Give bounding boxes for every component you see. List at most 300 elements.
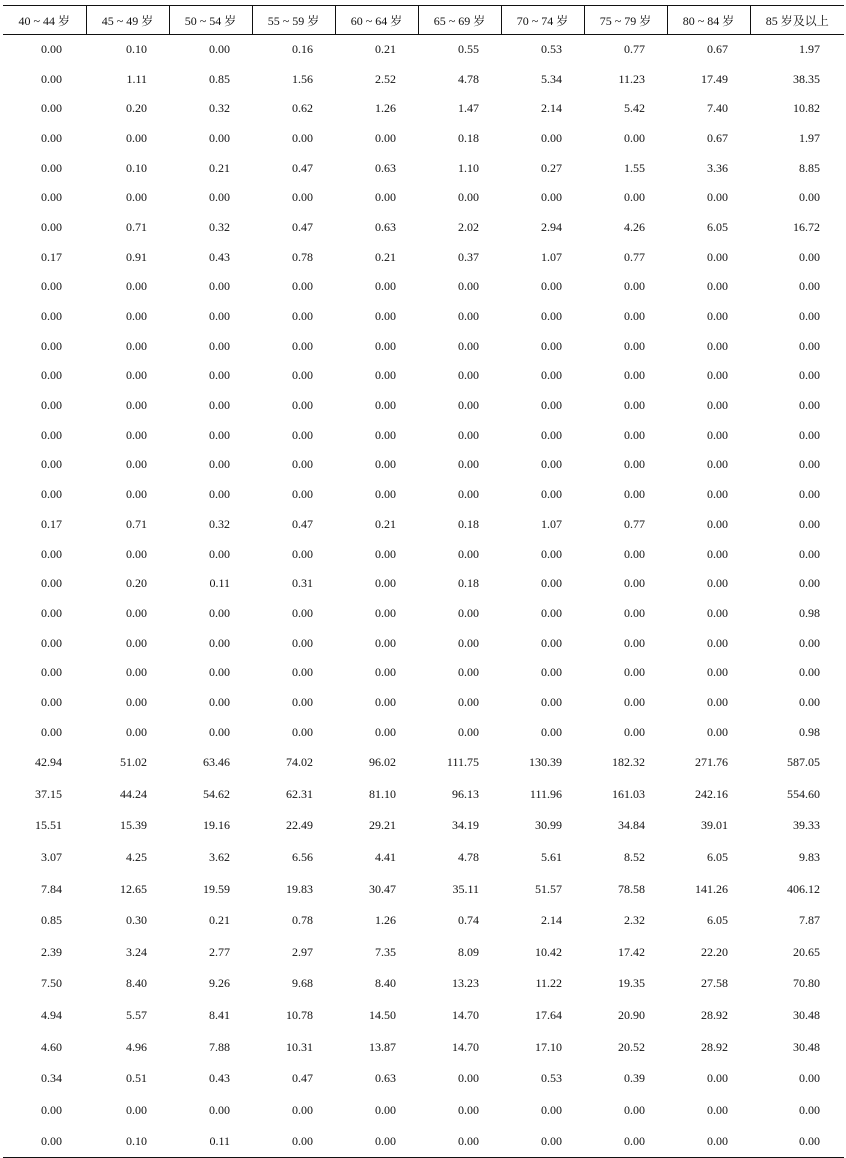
table-cell: 19.35 — [618, 976, 645, 991]
table-cell: 0.00 — [624, 338, 645, 353]
table-cell: 0.00 — [209, 1102, 230, 1117]
table-cell: 0.00 — [458, 665, 479, 680]
table-cell: 0.00 — [292, 130, 313, 145]
table-cell: 0.00 — [707, 457, 728, 472]
table-cell: 2.14 — [541, 101, 562, 116]
table-cell: 0.00 — [292, 457, 313, 472]
table-cell: 14.50 — [369, 1008, 396, 1023]
table-cell: 7.35 — [375, 944, 396, 959]
table-cell: 0.47 — [292, 219, 313, 234]
table-cell: 0.00 — [292, 309, 313, 324]
table-cell: 0.00 — [624, 1102, 645, 1117]
table-cell: 2.77 — [209, 944, 230, 959]
table-cell: 0.00 — [624, 605, 645, 620]
table-cell: 1.97 — [799, 130, 820, 145]
table-cell: 0.00 — [707, 487, 728, 502]
table-row — [3, 747, 844, 779]
table-cell: 0.00 — [209, 605, 230, 620]
table-cell: 0.00 — [458, 546, 479, 561]
table-cell: 0.00 — [707, 427, 728, 442]
table-cell: 0.00 — [541, 338, 562, 353]
table-cell: 0.67 — [707, 130, 728, 145]
table-cell: 0.63 — [375, 219, 396, 234]
table-cell: 0.11 — [169, 1126, 252, 1158]
table-cell: 111.96 — [529, 786, 562, 801]
table-cell: 554.60 — [787, 786, 820, 801]
table-cell: 0.78 — [292, 249, 313, 264]
table-cell: 0.00 — [624, 190, 645, 205]
table-cell: 242.16 — [695, 786, 728, 801]
table-cell: 0.18 — [458, 516, 479, 531]
table-cell: 0.00 — [292, 724, 313, 739]
table-cell: 2.02 — [458, 219, 479, 234]
table-cell: 0.21 — [375, 516, 396, 531]
table-cell: 0.17 — [41, 516, 62, 531]
table-cell: 0.00 — [458, 1071, 479, 1086]
table-cell: 0.00 — [707, 665, 728, 680]
table-cell: 0.00 — [799, 576, 820, 591]
table-cell: 20.52 — [618, 1039, 645, 1054]
table-cell: 0.00 — [41, 368, 62, 383]
table-cell: 0.00 — [41, 694, 62, 709]
table-cell: 2.14 — [541, 913, 562, 928]
table-cell: 0.00 — [624, 635, 645, 650]
table-cell: 0.00 — [252, 1126, 335, 1158]
table-cell: 0.00 — [41, 219, 62, 234]
table-cell: 7.87 — [799, 913, 820, 928]
table-cell: 6.05 — [707, 219, 728, 234]
table-cell: 7.50 — [41, 976, 62, 991]
table-cell: 20.65 — [793, 944, 820, 959]
table-cell: 0.00 — [126, 635, 147, 650]
table-cell: 0.00 — [41, 398, 62, 413]
table-cell: 0.00 — [799, 398, 820, 413]
table-cell: 1.10 — [458, 160, 479, 175]
table-cell: 0.10 — [126, 160, 147, 175]
table-cell: 0.00 — [707, 338, 728, 353]
table-cell: 0.00 — [41, 279, 62, 294]
table-cell: 4.94 — [41, 1008, 62, 1023]
table-cell: 0.00 — [667, 1126, 750, 1158]
table-cell: 0.37 — [458, 249, 479, 264]
table-cell: 0.00 — [209, 457, 230, 472]
table-cell: 0.00 — [292, 279, 313, 294]
table-cell: 0.00 — [541, 398, 562, 413]
table-row — [3, 272, 844, 302]
table-cell: 0.00 — [41, 42, 62, 57]
table-cell: 96.02 — [369, 755, 396, 770]
table-cell: 0.00 — [799, 309, 820, 324]
table-cell: 0.00 — [375, 576, 396, 591]
table-cell: 0.00 — [375, 338, 396, 353]
table-cell: 6.05 — [707, 913, 728, 928]
table-cell: 0.00 — [375, 398, 396, 413]
table-cell: 0.00 — [458, 694, 479, 709]
table-cell: 0.00 — [209, 368, 230, 383]
table-row — [3, 658, 844, 688]
table-cell: 0.00 — [375, 427, 396, 442]
table-cell: 3.07 — [41, 850, 62, 865]
table-cell: 0.00 — [799, 427, 820, 442]
column-header: 60 ~ 64 岁 — [335, 6, 418, 35]
table-cell: 0.77 — [624, 249, 645, 264]
table-cell: 0.00 — [799, 457, 820, 472]
table-cell: 4.41 — [375, 850, 396, 865]
table-cell: 1.07 — [541, 516, 562, 531]
table-cell: 0.10 — [126, 42, 147, 57]
table-cell: 0.17 — [41, 249, 62, 264]
table-cell: 81.10 — [369, 786, 396, 801]
table-cell: 51.57 — [535, 881, 562, 896]
table-row — [3, 1126, 844, 1158]
table-cell: 0.91 — [126, 249, 147, 264]
table-row — [3, 569, 844, 599]
table-cell: 0.00 — [541, 576, 562, 591]
table-cell: 19.16 — [203, 818, 230, 833]
column-header: 50 ~ 54 岁 — [169, 6, 252, 35]
table-cell: 0.00 — [541, 279, 562, 294]
table-cell: 30.48 — [793, 1039, 820, 1054]
table-cell: 0.00 — [458, 1102, 479, 1117]
table-cell: 0.00 — [624, 694, 645, 709]
table-cell: 2.52 — [375, 71, 396, 86]
table-cell: 7.84 — [41, 881, 62, 896]
table-cell: 0.00 — [707, 398, 728, 413]
table-cell: 17.10 — [535, 1039, 562, 1054]
table-cell: 44.24 — [120, 786, 147, 801]
table-row — [3, 391, 844, 421]
table-row — [3, 937, 844, 969]
table-cell: 0.00 — [624, 279, 645, 294]
table-cell: 0.00 — [584, 1126, 667, 1158]
table-cell: 0.47 — [292, 160, 313, 175]
table-cell: 0.00 — [126, 190, 147, 205]
table-cell: 182.32 — [612, 755, 645, 770]
table-cell: 5.61 — [541, 850, 562, 865]
table-cell: 14.70 — [452, 1008, 479, 1023]
table-cell: 0.00 — [375, 368, 396, 383]
table-cell: 0.53 — [541, 1071, 562, 1086]
table-cell: 0.34 — [41, 1071, 62, 1086]
table-cell: 0.00 — [541, 309, 562, 324]
table-cell: 0.00 — [750, 1126, 844, 1158]
table-cell: 0.00 — [707, 724, 728, 739]
table-cell: 0.00 — [799, 546, 820, 561]
table-cell: 19.83 — [286, 881, 313, 896]
table-cell: 78.58 — [618, 881, 645, 896]
table-cell: 62.31 — [286, 786, 313, 801]
table-cell: 0.21 — [375, 42, 396, 57]
table-cell: 3.24 — [126, 944, 147, 959]
table-cell: 0.00 — [209, 130, 230, 145]
table-row — [3, 35, 844, 65]
table-cell: 0.00 — [41, 605, 62, 620]
table-cell: 1.26 — [375, 913, 396, 928]
table-cell: 0.00 — [126, 130, 147, 145]
table-cell: 0.00 — [707, 605, 728, 620]
table-cell: 406.12 — [787, 881, 820, 896]
table-row — [3, 1095, 844, 1127]
table-cell: 0.00 — [624, 309, 645, 324]
table-cell: 0.00 — [541, 190, 562, 205]
table-cell: 0.00 — [418, 1126, 501, 1158]
table-cell: 0.00 — [458, 368, 479, 383]
table-cell: 0.74 — [458, 913, 479, 928]
table-cell: 0.00 — [624, 398, 645, 413]
table-cell: 10.31 — [286, 1039, 313, 1054]
table-cell: 17.42 — [618, 944, 645, 959]
table-cell: 0.00 — [624, 130, 645, 145]
table-cell: 587.05 — [787, 755, 820, 770]
table-cell: 0.00 — [458, 309, 479, 324]
table-cell: 0.43 — [209, 249, 230, 264]
table-cell: 0.00 — [707, 190, 728, 205]
table-cell: 0.32 — [209, 219, 230, 234]
table-cell: 0.27 — [541, 160, 562, 175]
table-cell: 0.63 — [375, 1071, 396, 1086]
table-cell: 0.00 — [41, 190, 62, 205]
table-cell: 0.00 — [458, 427, 479, 442]
table-cell: 0.00 — [126, 546, 147, 561]
table-cell: 11.23 — [618, 71, 645, 86]
table-cell: 0.32 — [209, 516, 230, 531]
table-cell: 0.00 — [292, 487, 313, 502]
table-cell: 0.00 — [799, 368, 820, 383]
table-cell: 9.83 — [799, 850, 820, 865]
table-cell: 0.00 — [458, 457, 479, 472]
table-cell: 0.00 — [292, 368, 313, 383]
table-cell: 0.00 — [707, 694, 728, 709]
header-row — [3, 6, 844, 35]
table-cell: 39.33 — [793, 818, 820, 833]
table-cell: 0.00 — [41, 576, 62, 591]
table-row — [3, 688, 844, 718]
table-cell: 0.00 — [799, 635, 820, 650]
table-cell: 0.00 — [799, 665, 820, 680]
table-cell: 0.00 — [799, 694, 820, 709]
table-cell: 1.97 — [799, 42, 820, 57]
table-row — [3, 420, 844, 450]
age-rate-table — [3, 5, 844, 1158]
table-cell: 1.56 — [292, 71, 313, 86]
table-row — [3, 717, 844, 747]
table-cell: 1.55 — [624, 160, 645, 175]
table-cell: 9.68 — [292, 976, 313, 991]
table-cell: 96.13 — [452, 786, 479, 801]
table-cell: 28.92 — [701, 1008, 728, 1023]
table-cell: 3.36 — [707, 160, 728, 175]
table-cell: 0.00 — [292, 427, 313, 442]
table-row — [3, 361, 844, 391]
table-cell: 4.26 — [624, 219, 645, 234]
table-cell: 4.78 — [458, 71, 479, 86]
table-cell: 4.25 — [126, 850, 147, 865]
table-cell: 8.41 — [209, 1008, 230, 1023]
table-row — [3, 183, 844, 213]
table-cell: 0.00 — [458, 487, 479, 502]
table-cell: 0.71 — [126, 516, 147, 531]
table-cell: 8.40 — [126, 976, 147, 991]
table-cell: 0.00 — [126, 1102, 147, 1117]
table-cell: 0.63 — [375, 160, 396, 175]
table-cell: 14.70 — [452, 1039, 479, 1054]
table-cell: 0.00 — [375, 279, 396, 294]
table-cell: 0.00 — [375, 635, 396, 650]
table-cell: 35.11 — [452, 881, 479, 896]
table-cell: 0.00 — [375, 546, 396, 561]
table-cell: 0.31 — [292, 576, 313, 591]
table-row — [3, 1031, 844, 1063]
table-cell: 0.00 — [541, 457, 562, 472]
table-cell: 0.00 — [375, 487, 396, 502]
table-cell: 34.84 — [618, 818, 645, 833]
table-cell: 3.62 — [209, 850, 230, 865]
table-cell: 0.85 — [41, 913, 62, 928]
table-cell: 0.00 — [624, 724, 645, 739]
table-cell: 0.00 — [458, 279, 479, 294]
table-cell: 0.32 — [209, 101, 230, 116]
table-row — [3, 153, 844, 183]
table-cell: 0.00 — [541, 487, 562, 502]
table-cell: 0.00 — [707, 635, 728, 650]
table-row — [3, 242, 844, 272]
table-cell: 0.00 — [541, 605, 562, 620]
table-row — [3, 628, 844, 658]
table-cell: 0.00 — [375, 724, 396, 739]
table-cell: 29.21 — [369, 818, 396, 833]
table-cell: 0.00 — [41, 1102, 62, 1117]
table-cell: 19.59 — [203, 881, 230, 896]
table-row — [3, 599, 844, 629]
table-cell: 0.00 — [458, 338, 479, 353]
table-cell: 7.40 — [707, 101, 728, 116]
table-cell: 6.56 — [292, 850, 313, 865]
table-cell: 111.75 — [446, 755, 479, 770]
column-header: 85 岁及以上 — [750, 6, 844, 35]
table-row — [3, 302, 844, 332]
table-cell: 0.00 — [707, 516, 728, 531]
table-cell: 0.00 — [126, 279, 147, 294]
table-cell: 0.00 — [707, 546, 728, 561]
table-cell: 0.00 — [375, 605, 396, 620]
table-row — [3, 64, 844, 94]
table-cell: 28.92 — [701, 1039, 728, 1054]
table-cell: 0.00 — [335, 1126, 418, 1158]
table-cell: 0.00 — [541, 427, 562, 442]
table-cell: 0.18 — [458, 130, 479, 145]
table-cell: 0.00 — [375, 694, 396, 709]
table-cell: 0.00 — [541, 724, 562, 739]
table-cell: 12.65 — [120, 881, 147, 896]
column-header: 70 ~ 74 岁 — [501, 6, 584, 35]
table-cell: 0.71 — [126, 219, 147, 234]
table-cell: 0.00 — [624, 665, 645, 680]
table-cell: 6.05 — [707, 850, 728, 865]
table-cell: 0.00 — [126, 368, 147, 383]
table-cell: 0.98 — [799, 605, 820, 620]
table-cell: 0.00 — [126, 694, 147, 709]
table-cell: 0.00 — [624, 576, 645, 591]
table-cell: 10.42 — [535, 944, 562, 959]
table-cell: 4.60 — [41, 1039, 62, 1054]
table-cell: 1.07 — [541, 249, 562, 264]
table-cell: 0.00 — [126, 487, 147, 502]
table-cell: 4.78 — [458, 850, 479, 865]
table-cell: 0.78 — [292, 913, 313, 928]
table-cell: 0.00 — [41, 338, 62, 353]
table-cell: 0.00 — [541, 1102, 562, 1117]
table-cell: 74.02 — [286, 755, 313, 770]
table-cell: 0.00 — [707, 1102, 728, 1117]
table-cell: 22.20 — [701, 944, 728, 959]
column-header: 40 ~ 44 岁 — [3, 6, 86, 35]
table-cell: 0.00 — [209, 694, 230, 709]
table-cell: 42.94 — [35, 755, 62, 770]
column-header: 65 ~ 69 岁 — [418, 6, 501, 35]
table-cell: 51.02 — [120, 755, 147, 770]
column-header: 45 ~ 49 岁 — [86, 6, 169, 35]
table-cell: 0.00 — [41, 665, 62, 680]
table-cell: 271.76 — [695, 755, 728, 770]
table-cell: 0.00 — [292, 338, 313, 353]
table-cell: 0.00 — [209, 338, 230, 353]
table-cell: 0.00 — [41, 546, 62, 561]
table-cell: 27.58 — [701, 976, 728, 991]
table-cell: 15.51 — [35, 818, 62, 833]
table-cell: 13.87 — [369, 1039, 396, 1054]
column-header: 55 ~ 59 岁 — [252, 6, 335, 35]
table-cell: 0.00 — [707, 1071, 728, 1086]
table-row — [3, 331, 844, 361]
table-cell: 8.40 — [375, 976, 396, 991]
table-cell: 0.00 — [624, 368, 645, 383]
table-cell: 0.00 — [41, 160, 62, 175]
table-cell: 0.00 — [624, 427, 645, 442]
table-cell: 0.00 — [126, 457, 147, 472]
table-cell: 1.26 — [375, 101, 396, 116]
table-cell: 39.01 — [701, 818, 728, 833]
table-cell: 0.00 — [209, 635, 230, 650]
table-cell: 0.00 — [41, 487, 62, 502]
table-cell: 0.00 — [799, 338, 820, 353]
table-cell: 0.00 — [799, 249, 820, 264]
table-cell: 0.00 — [501, 1126, 584, 1158]
table-cell: 38.35 — [793, 71, 820, 86]
table-cell: 0.85 — [209, 71, 230, 86]
table-cell: 0.00 — [41, 457, 62, 472]
table-cell: 0.00 — [41, 427, 62, 442]
table-cell: 0.00 — [209, 398, 230, 413]
table-cell: 0.00 — [292, 605, 313, 620]
column-header: 80 ~ 84 岁 — [667, 6, 750, 35]
table-cell: 0.00 — [707, 309, 728, 324]
table-cell: 0.47 — [292, 516, 313, 531]
table-cell: 0.00 — [624, 457, 645, 472]
table-cell: 0.00 — [209, 724, 230, 739]
table-row — [3, 905, 844, 937]
table-cell: 0.00 — [799, 190, 820, 205]
table-cell: 0.77 — [624, 42, 645, 57]
table-cell: 0.00 — [41, 101, 62, 116]
table-cell: 0.00 — [126, 338, 147, 353]
table-cell: 0.00 — [375, 130, 396, 145]
table-cell: 0.00 — [126, 398, 147, 413]
table-cell: 0.20 — [126, 101, 147, 116]
table-cell: 0.00 — [458, 190, 479, 205]
table-cell: 0.00 — [799, 1071, 820, 1086]
table-cell: 0.00 — [375, 665, 396, 680]
table-cell: 16.72 — [793, 219, 820, 234]
